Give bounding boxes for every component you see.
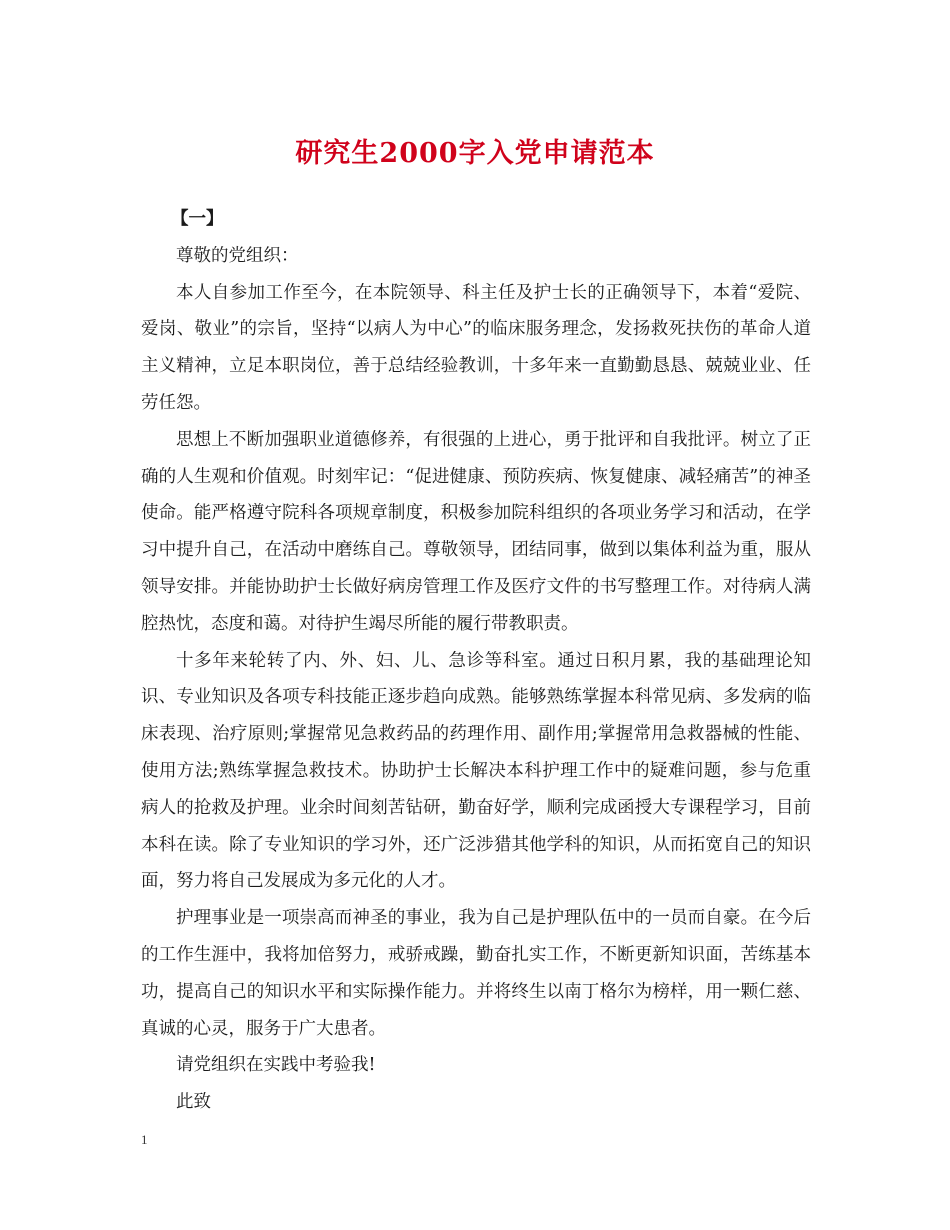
document-title: 研究生2000字入党申请范本 (295, 138, 655, 169)
page-number: 1 (141, 1132, 148, 1147)
closing: 此致 (176, 1092, 211, 1113)
paragraph-3: 十多年来轮转了内、外、妇、儿、急诊等科室。通过日积月累，我的基础理论知识、专业知识及各项专科技能正逐步趋向成熟。能够熟练掌握本科常见病、多发病的临床表现、治疗原则;掌握常见急救药品的药理作用、副作用;掌握常用急救器械的性能、使用方法;熟练掌握急救技术。协助护士长解决本科护理工作中的疑难问题，参与危重病人的抢救及护理。业余时间刻苦钻研，勤奋好学，顺利完成函授大专课程学习，目前本科在读。除了专业知识的学习外，还广泛涉猎其他学科的知识，从而拓宽自己的知识面，努力将自己发展成为多元化的人才。 (141, 650, 811, 892)
paragraph-1: 本人自参加工作至今，在本院领导、科主任及护士长的正确领导下，本着“爱院、爱岗、敬业”的宗旨，坚持“以病人为中心”的临床服务理念，发扬救死扶伤的革命人道主义精神，立足本职岗位，善于总结经验教训，十多年来一直勤勤恳恳、兢兢业业、任劳任怨。 (141, 282, 811, 413)
salutation: 尊敬的党组织： (176, 245, 299, 266)
document-body (141, 201, 811, 1121)
closing-request: 请党组织在实践中考验我! (176, 1055, 376, 1076)
paragraph-2: 思想上不断加强职业道德修养，有很强的上进心，勇于批评和自我批评。树立了正确的人生观和价值观。时刻牢记：“促进健康、预防疾病、恢复健康、减轻痛苦”的神圣使命。能严格遵守院科各项规章制度，积极参加院科组织的各项业务学习和活动，在学习中提升自己，在活动中磨练自己。尊敬领导，团结同事，做到以集体利益为重，服从领导安排。并能协助护士长做好病房管理工作及医疗文件的书写整理工作。对待病人满腔热忱，态度和蔼。对待护生竭尽所能的履行带教职责。 (141, 429, 811, 634)
paragraph-4: 护理事业是一项崇高而神圣的事业，我为自己是护理队伍中的一员而自豪。在今后的工作生涯中，我将加倍努力，戒骄戒躁，勤奋扎实工作，不断更新知识面，苦练基本功，提高自己的知识水平和实际操作能力。并将终生以南丁格尔为榜样，用一颗仁慈、真诚的心灵，服务于广大患者。 (141, 908, 811, 1039)
section-label: 【一】 (171, 209, 224, 229)
